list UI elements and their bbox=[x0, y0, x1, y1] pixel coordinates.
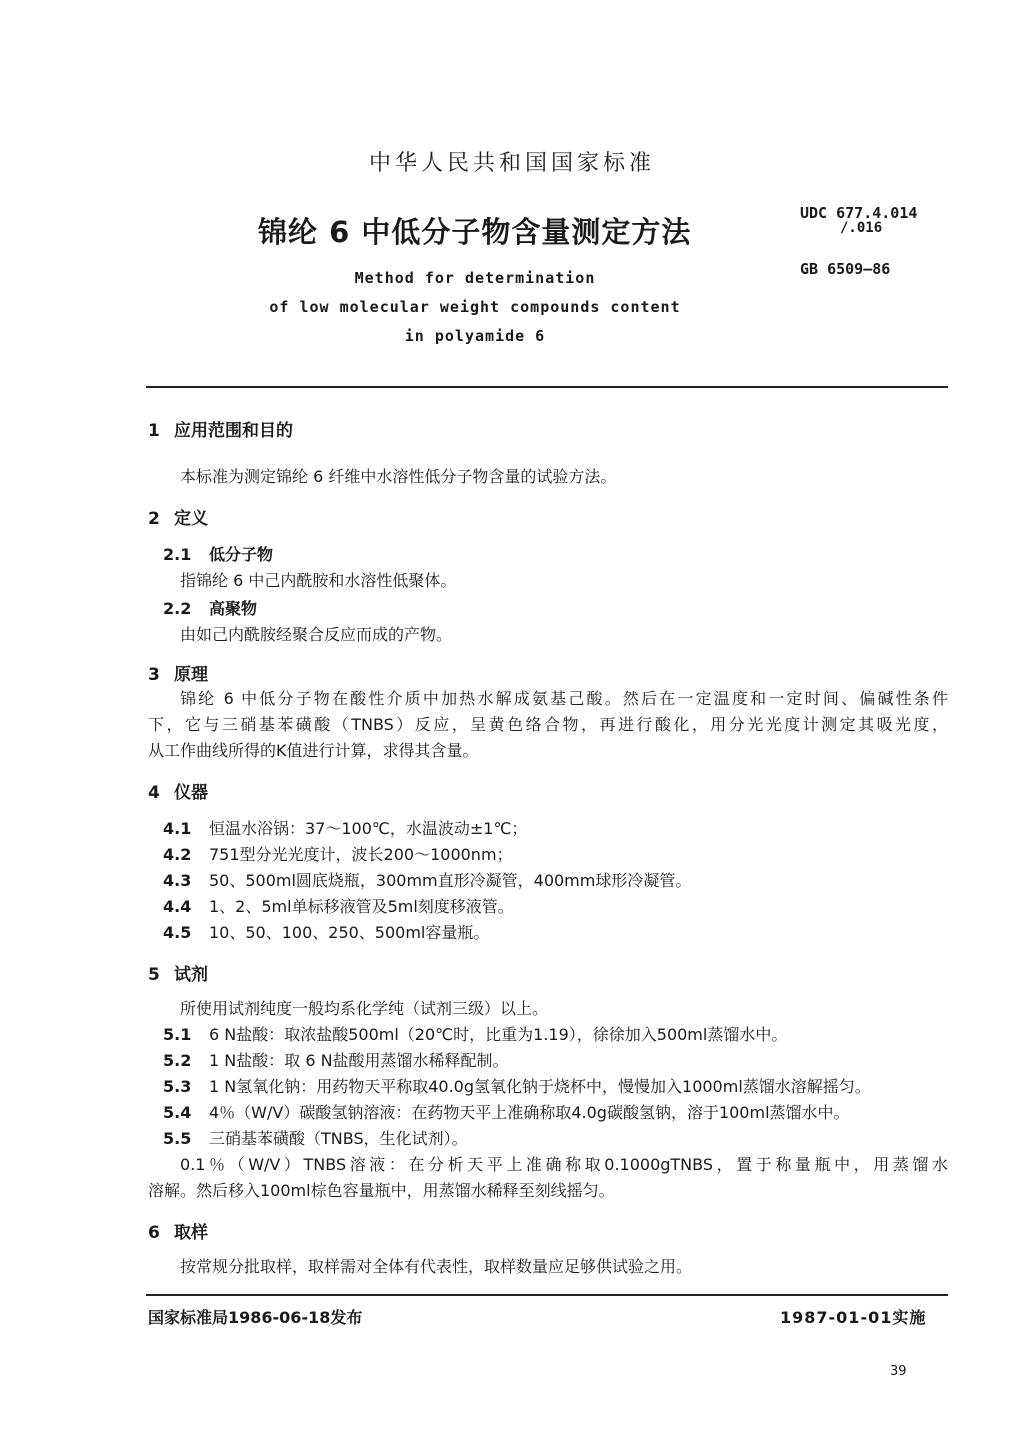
section-2-1-heading bbox=[163, 542, 273, 565]
section-3-number: 3 bbox=[148, 665, 160, 685]
issue-date: 国家标准局1986-06-18发布 bbox=[148, 1308, 363, 1327]
header-divider bbox=[146, 386, 948, 388]
section-2-1-title: 低分子物 bbox=[209, 545, 274, 564]
page-number: 39 bbox=[890, 1364, 907, 1379]
list-item bbox=[163, 1074, 871, 1097]
list-item bbox=[163, 920, 489, 943]
section-1-title: 应用范围和目的 bbox=[174, 421, 293, 441]
list-item bbox=[163, 1126, 468, 1149]
list-item bbox=[163, 1022, 787, 1045]
section-6-title: 取样 bbox=[174, 1223, 208, 1243]
item-number: 5.2 bbox=[163, 1051, 192, 1070]
list-item bbox=[163, 868, 691, 891]
section-6-text: 按常规分批取样，取样需对全体有代表性，取样数量应足够供试验之用。 bbox=[180, 1257, 693, 1276]
item-number: 5.4 bbox=[163, 1103, 192, 1122]
section-2-2-title: 高聚物 bbox=[209, 599, 258, 618]
item-text: 4％（W/V）碳酸氢钠溶液：在药物天平上准确称取4.0g碳酸氢钠，溶于100ml蒸馏水中。 bbox=[209, 1103, 850, 1122]
effective-date: 1987-01-01实施 bbox=[780, 1308, 927, 1327]
document-title-chinese: 锦纶 6 中低分子物含量测定方法 bbox=[258, 215, 692, 249]
title-en-line-2: of low molecular weight compounds content bbox=[269, 298, 681, 316]
footer-divider bbox=[146, 1294, 948, 1296]
section-4-heading bbox=[148, 778, 208, 803]
section-3-line-3: 从工作曲线所得的K值进行计算，求得其含量。 bbox=[148, 741, 479, 760]
list-item bbox=[163, 1048, 509, 1071]
item-number: 5.3 bbox=[163, 1077, 192, 1096]
udc-line-2: /.016 bbox=[840, 220, 883, 236]
section-2-heading bbox=[148, 504, 208, 529]
section-2-1-text: 指锦纶 6 中己内酰胺和水溶性低聚体。 bbox=[180, 571, 457, 590]
list-item bbox=[163, 842, 513, 865]
tnbs-solution-line-1: 0.1％（W/V）TNBS溶液：在分析天平上准确称取0.1000gTNBS，置于称量瓶中，用蒸馏水 bbox=[180, 1155, 948, 1174]
section-2-number: 2 bbox=[148, 509, 160, 529]
item-text: 751型分光光度计，波长200～1000nm； bbox=[209, 845, 513, 864]
item-text: 1 N氢氧化钠：用药物天平称取40.0g氢氧化钠于烧杯中，慢慢加入1000ml蒸馏水溶解摇匀。 bbox=[209, 1077, 871, 1096]
item-text: 1、2、5ml单标移液管及5ml刻度移液管。 bbox=[209, 897, 514, 916]
document-title-english bbox=[240, 264, 710, 351]
title-en-line-1: Method for determination bbox=[354, 269, 596, 287]
title-en-line-3: in polyamide 6 bbox=[404, 327, 546, 345]
section-5-heading bbox=[148, 960, 208, 985]
section-5-intro: 所使用试剂纯度一般均系化学纯（试剂三级）以上。 bbox=[180, 999, 549, 1018]
section-3-title: 原理 bbox=[174, 665, 208, 685]
item-text: 三硝基苯磺酸（TNBS，生化试剂）。 bbox=[209, 1129, 468, 1148]
section-3-line-1: 锦纶 6 中低分子物在酸性介质中加热水解成氨基己酸。然后在一定温度和一定时间、偏碱性条件 bbox=[180, 689, 948, 708]
section-2-1-number: 2.1 bbox=[163, 545, 192, 564]
udc-line-1: UDC 677.4.014 bbox=[800, 204, 918, 222]
section-3-heading bbox=[148, 660, 208, 685]
tnbs-solution-line-2: 溶解。然后移入100ml棕色容量瓶中，用蒸馏水稀释至刻线摇匀。 bbox=[148, 1181, 615, 1200]
section-6-number: 6 bbox=[148, 1223, 160, 1243]
section-2-2-heading bbox=[163, 596, 257, 619]
section-4-number: 4 bbox=[148, 783, 160, 803]
section-2-2-text: 由如己内酰胺经聚合反应而成的产物。 bbox=[180, 625, 453, 644]
item-number: 4.2 bbox=[163, 845, 192, 864]
item-text: 1 N盐酸：取 6 N盐酸用蒸馏水稀释配制。 bbox=[209, 1051, 509, 1070]
section-4-title: 仪器 bbox=[174, 783, 208, 803]
item-number: 4.3 bbox=[163, 871, 192, 890]
list-item bbox=[163, 1100, 850, 1123]
item-number: 4.5 bbox=[163, 923, 192, 942]
section-3-line-2: 下，它与三硝基苯磺酸（TNBS）反应，呈黄色络合物，再进行酸化，用分光光度计测定其吸光度， bbox=[148, 715, 948, 734]
item-text: 10、50、100、250、500ml容量瓶。 bbox=[209, 923, 490, 942]
section-1-number: 1 bbox=[148, 421, 160, 441]
section-6-heading bbox=[148, 1218, 208, 1243]
list-item bbox=[163, 894, 514, 917]
item-number: 5.5 bbox=[163, 1129, 192, 1148]
item-number: 5.1 bbox=[163, 1025, 192, 1044]
udc-code bbox=[800, 204, 917, 236]
national-standard-title: 中华人民共和国国家标准 bbox=[368, 151, 655, 176]
item-number: 4.1 bbox=[163, 819, 192, 838]
section-2-2-number: 2.2 bbox=[163, 599, 192, 618]
section-1-text: 本标准为测定锦纶 6 纤维中水溶性低分子物含量的试验方法。 bbox=[180, 467, 617, 486]
section-5-title: 试剂 bbox=[174, 965, 208, 985]
gb-code: GB 6509—86 bbox=[800, 260, 891, 278]
item-text: 6 N盐酸：取浓盐酸500ml（20℃时，比重为1.19），徐徐加入500ml蒸馏水中。 bbox=[209, 1025, 788, 1044]
item-text: 50、500ml圆底烧瓶，300mm直形冷凝管，400mm球形冷凝管。 bbox=[209, 871, 692, 890]
list-item bbox=[163, 816, 527, 839]
section-2-title: 定义 bbox=[174, 509, 208, 529]
section-1-heading bbox=[148, 416, 293, 441]
item-number: 4.4 bbox=[163, 897, 192, 916]
item-text: 恒温水浴锅：37～100℃，水温波动±1℃； bbox=[209, 819, 528, 838]
section-5-number: 5 bbox=[148, 965, 160, 985]
